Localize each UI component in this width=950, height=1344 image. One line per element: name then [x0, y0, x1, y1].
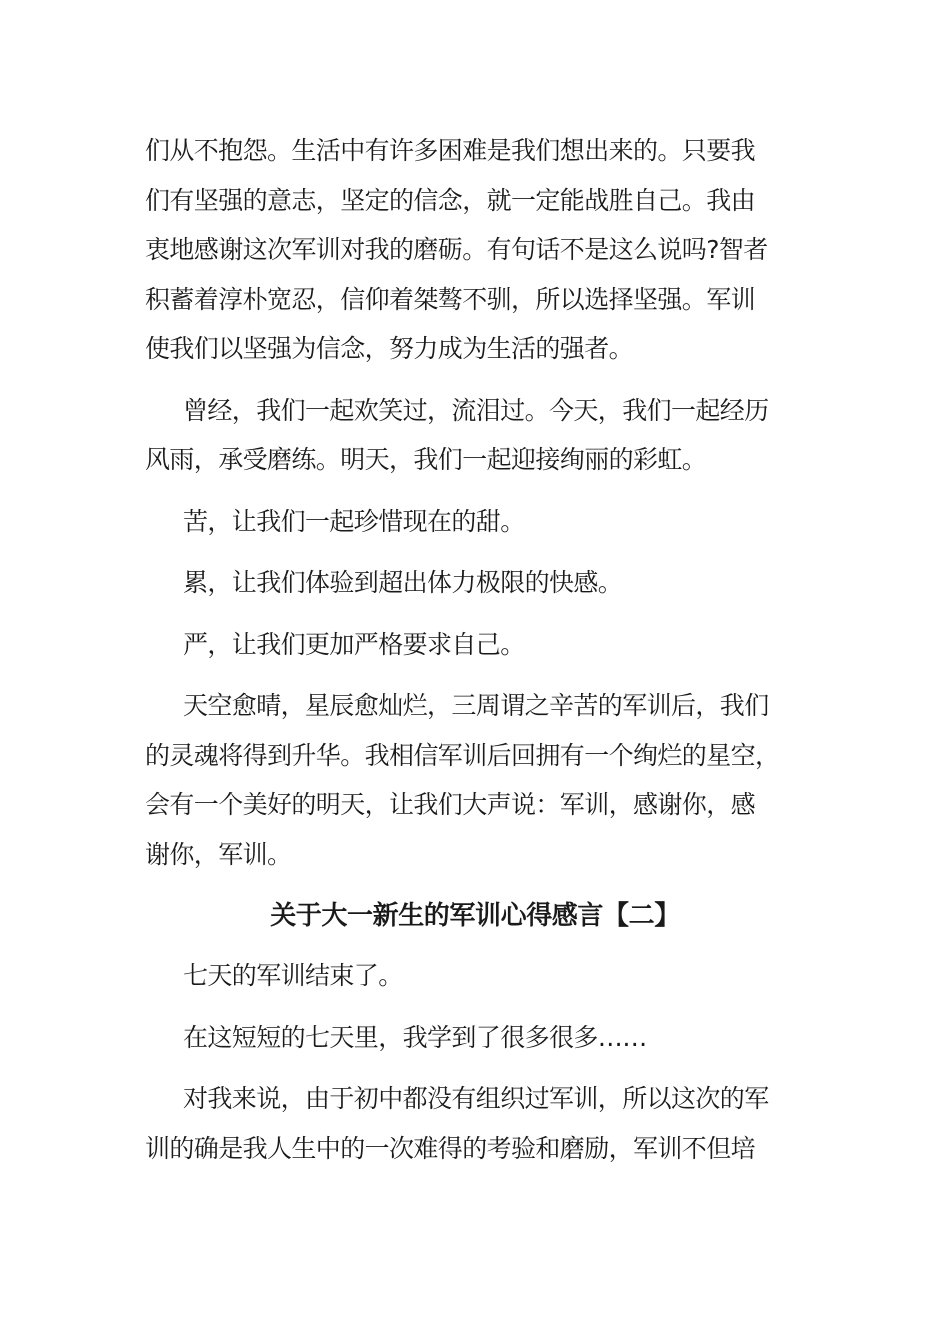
paragraph — [145, 1013, 805, 1063]
text-line: 累，让我们体验到超出体力极限的快感。 — [183, 568, 623, 597]
text-line: 们从不抱怨。生活中有许多困难是我们想出来的。只要我 — [145, 136, 756, 165]
text-line: 会有一个美好的明天，让我们大声说：军训，感谢你，感 — [145, 790, 756, 819]
paragraph — [145, 681, 805, 879]
text-line: 在这短短的七天里，我学到了很多很多…… — [183, 1022, 647, 1052]
text-line: 的灵魂将得到升华。我相信军训后回拥有一个绚烂的星空， — [145, 740, 780, 770]
document-body — [145, 126, 805, 1185]
text-line: 衷地感谢这次军训对我的磨砺。有句话不是这么说吗?智者 — [145, 235, 768, 264]
paragraph — [145, 620, 805, 670]
paragraph — [145, 126, 805, 374]
paragraph — [145, 497, 805, 547]
text-line: 积蓄着淳朴宽忍，信仰着桀骜不驯，所以选择坚强。军训 — [145, 284, 756, 314]
text-line: 严，让我们更加严格要求自己。 — [183, 629, 525, 659]
text-line: 天空愈晴，星辰愈灿烂，三周谓之辛苦的军训后，我们 — [183, 691, 769, 720]
text-line: 对我来说，由于初中都没有组织过军训，所以这次的军 — [183, 1084, 769, 1113]
paragraph — [145, 558, 805, 608]
text-line: 训的确是我人生中的一次难得的考验和磨励，军训不但培 — [145, 1133, 756, 1163]
section-heading: 关于大一新生的军训心得感言【二】 — [270, 901, 680, 931]
text-line: 苦，让我们一起珍惜现在的甜。 — [183, 506, 525, 536]
text-line: 七天的军训结束了。 — [183, 961, 403, 990]
text-line: 们有坚强的意志，坚定的信念，就一定能战胜自己。我由 — [145, 185, 756, 215]
paragraph — [145, 1074, 805, 1173]
text-line: 使我们以坚强为信念，努力成为生活的强者。 — [145, 334, 634, 363]
paragraph — [145, 386, 805, 485]
text-line: 曾经，我们一起欢笑过，流泪过。今天，我们一起经历 — [183, 395, 769, 425]
text-line: 谢你，军训。 — [145, 839, 292, 869]
paragraph — [145, 951, 805, 1001]
text-line: 风雨，承受磨练。明天，我们一起迎接绚丽的彩虹。 — [145, 445, 707, 474]
